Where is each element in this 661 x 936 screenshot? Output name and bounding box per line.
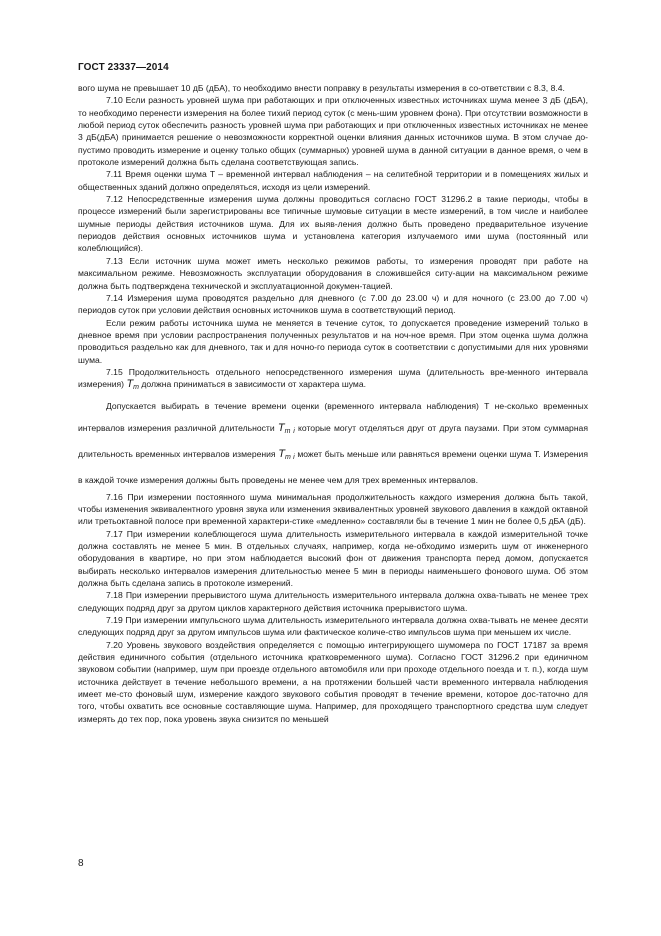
- paragraph-7-20: 7.20 Уровень звукового воздействия определяется с помощью интегрирующего шумомера по ГОСТ 17187 за время действия единичного события (отдельного источника кратковременного шума). Согласно ГОСТ 31296.2 при единичном звуковом событии (например, шум при проезде отдельного автомобиля или при проходе отдельного поезда и т. п.), когда шум источника действует в течение небольшого времени, а на протяжении большей части временного интервала наблюдения имеет ме-сто фоновый шум, измерение каждого звукового события проводят в течение времени, которое дос-таточно для того, чтобы охватить все основные составляющие шума. Например, для проходящего транспортного средства шум следует измерять до тех пор, пока уровень звука снизится по меньшей: [78, 639, 588, 724]
- page-number: 8: [78, 858, 84, 869]
- paragraph-continuation: вого шума не превышает 10 дБ (дБА), то необходимо внести поправку в результаты измерения в со-ответствии с 8.3, 8.4.: [78, 83, 565, 93]
- document-header: ГОСТ 23337—2014: [78, 62, 169, 73]
- paragraph-7-18: 7.18 При измерении прерывистого шума длительность измерительного интервала должна охва-тывать не менее трех следующих подряд друг за другом циклов характерного действия источника прерывистого шума.: [78, 590, 588, 613]
- paragraph-7-15-cont: Допускается выбирать в течение времени оценки (временного интервала наблюдения) Т не-сколько временных интервалов измерения различной длительности $T_{m i}$ которые могут отделяться друг от друга паузами. При этом суммарная длительность временных интервалов измерения $T_{m i}$ может быть меньше или равняться времени оценки шума Т. Измерения в каждой точке измерения должны быть проведены не менее чем для трех временных интервалов.: [78, 400, 588, 485]
- paragraph-7-17: 7.17 При измерении колеблющегося шума длительность измерительного интервала в каждой измерительной точке должна составлять не менее 5 мин. В отдельных случаях, например, когда не-обходимо измерить шум от инженерного оборудования в квартире, но при этом наблюдается высокий фон от движения транспорта перед домом, допускается выбирать несколько интервалов измерения длительностью менее 5 мин в периоды наименьшего фонового шума. Об этом должна быть сделана запись в протоколе измерений.: [78, 528, 588, 588]
- paragraph-7-14: 7.14 Измерения шума проводятся раздельно для дневного (с 7.00 до 23.00 ч) и для ночного (с 23.00 до 7.00 ч) периодов суток при условии действия основных источников шума в соответствующий период.: [78, 292, 588, 316]
- paragraph-7-12: 7.12 Непосредственные измерения шума должны проводиться согласно ГОСТ 31296.2 в такие периоды, чтобы в процессе измерений были зарегистрированы все типичные шумовые ситуации в месте измерений, в том числе и наиболее шумные периоды действия источников шума. Для их выяв-ления должно быть проведено предварительное изучение периодов действия основных источников шума и установлена категория излучаемого ими шума (постоянный или колеблющийся).: [78, 194, 588, 254]
- paragraph-7-13: 7.13 Если источник шума может иметь несколько режимов работы, то измерения проводят при работе на максимальном режиме. Невозможность эксплуатации оборудования в сложившейся ситу-ации на максимальном режиме должна быть подтверждена технической и эксплуатационной докумен-тацией.: [78, 255, 588, 291]
- paragraph-7-14-cont: Если режим работы источника шума не меняется в течение суток, то допускается проведение измерений только в дневное время при условии распространения полученных результатов и на ноч-ное время. При этом оценка шума должна проводиться раздельно как для дневного, так и для ночно-го периода суток в соответствии с допустимыми для них уровнями шума.: [78, 317, 588, 365]
- paragraph-7-15: 7.15 Продолжительность отдельного непосредственного измерения шума (длительность вре-менного интервала измерения) $T_m$ должна приниматься в зависимости от характера шума.: [78, 366, 588, 392]
- paragraph-7-10: 7.10 Если разность уровней шума при работающих и при отключенных известных источниках шума менее 3 дБ (дБА), то необходимо перенести измерения на более тихий период суток (с мень-шим уровнем фона). При отсутствии возможности в любой период суток обеспечить разность уровней шума при работающих и при отключенных известных источниках не менее 3 дБ(дБА) принимается решение о невозможности корректной оценки влияния данных источников шума. В этом случае до-пустимо проводить измерение и оценку только общих (суммарных) уровней шума в данной ситуации в данное время, о чем в протоколе измерений должна быть сделана соответствующая запись.: [78, 95, 588, 168]
- paragraph-7-16: 7.16 При измерении постоянного шума минимальная продолжительность каждого измерения должна быть такой, чтобы изменения эквивалентного уровня звука или изменения эквивалентных уровней звукового давления в каждой октавной или третьоктавной полосе при временной характери-стике «медленно» составляли бы в течение 1 мин не более 0,5 дБА (дБ).: [78, 491, 588, 527]
- document-body: [78, 82, 588, 725]
- paragraph-7-11: 7.11 Время оценки шума Т – временной интервал наблюдения – на селитебной территории и в помещениях жилых и общественных зданий должно определяться, исходя из цели измерений.: [78, 169, 588, 192]
- paragraph-7-19: 7.19 При измерении импульсного шума длительность измерительного интервала должна охва-тывать не менее десяти следующих подряд друг за другом импульсов шума или фактическое количе-ство импульсов шума при меньшем их числе.: [78, 615, 588, 638]
